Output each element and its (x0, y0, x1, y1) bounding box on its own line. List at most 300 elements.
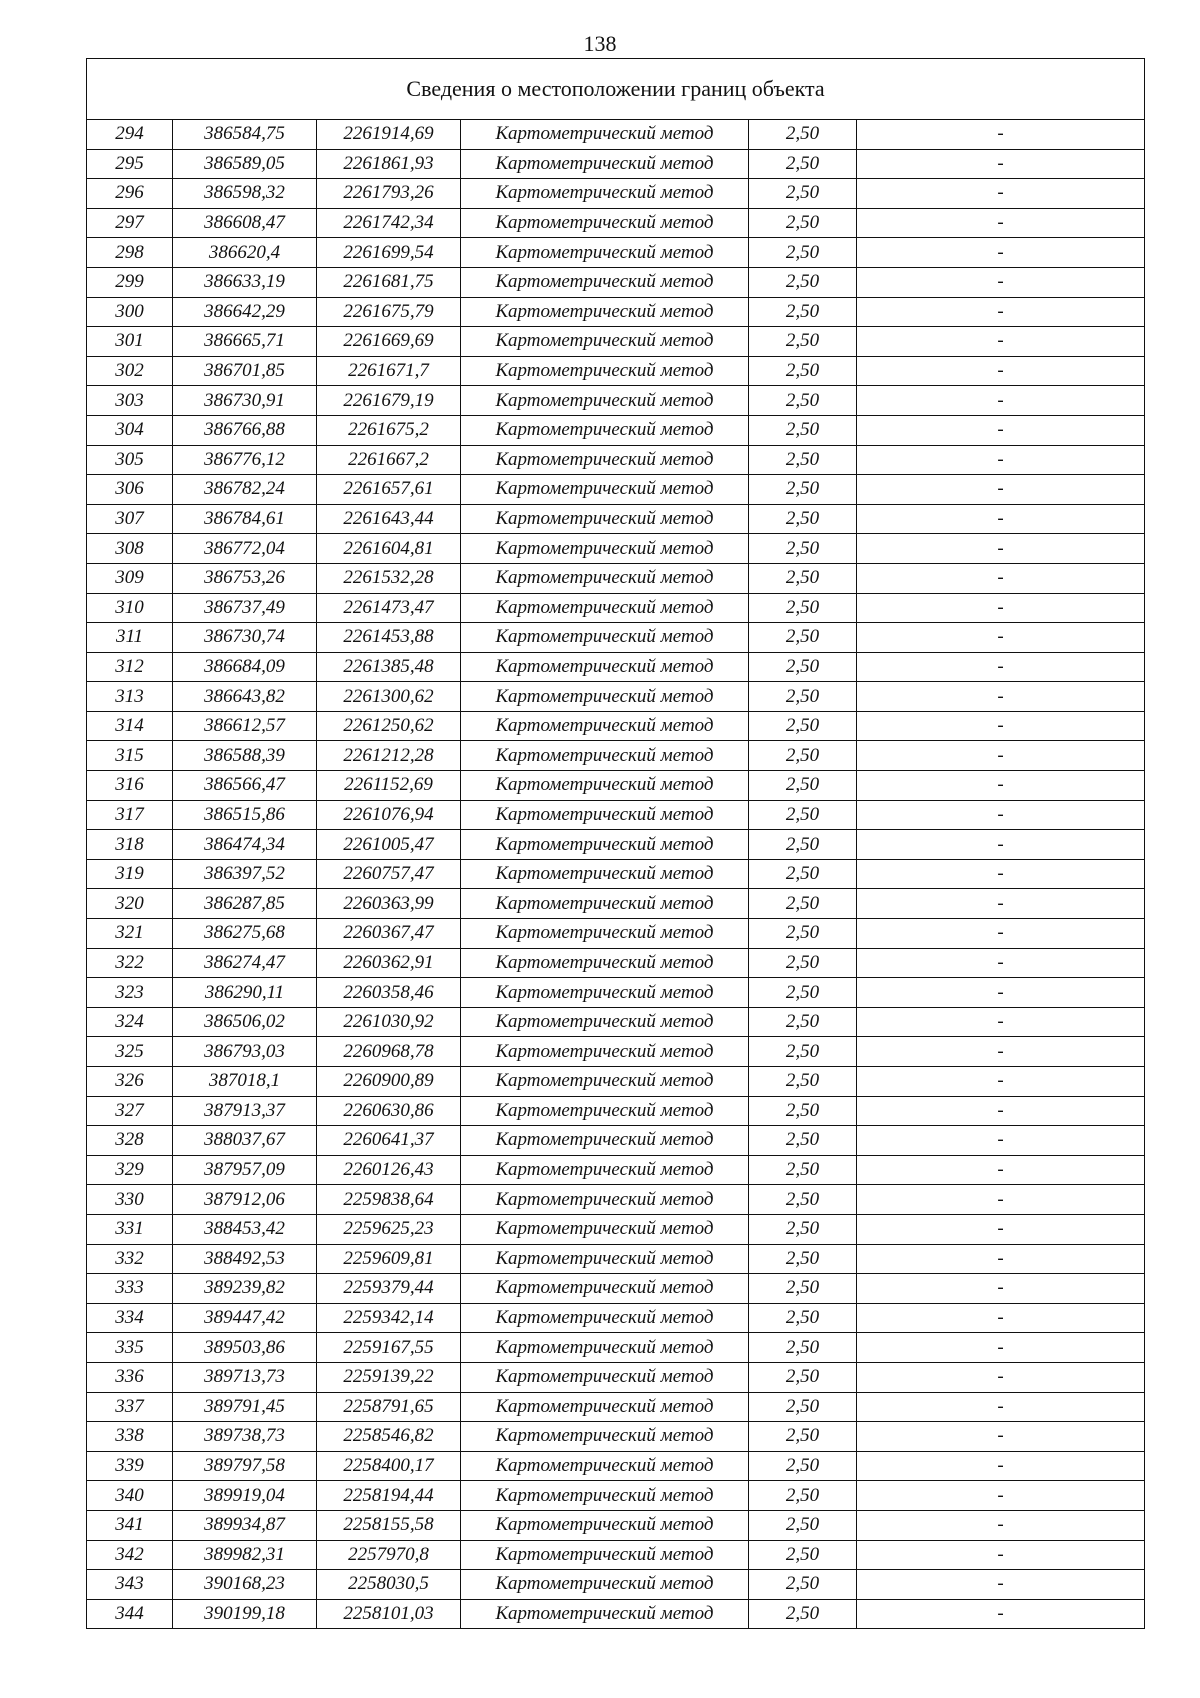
method-cell: Картометрический метод (461, 1244, 749, 1274)
table-row (87, 1333, 1145, 1363)
x-coordinate-cell: 386730,91 (173, 386, 317, 416)
y-coordinate-cell: 2260362,91 (317, 948, 461, 978)
accuracy-cell: 2,50 (749, 1155, 857, 1185)
method-cell: Картометрический метод (461, 1067, 749, 1097)
method-cell: Картометрический метод (461, 1451, 749, 1481)
method-cell: Картометрический метод (461, 1481, 749, 1511)
point-number-cell: 314 (87, 711, 173, 741)
description-cell: - (857, 830, 1145, 860)
y-coordinate-cell: 2257970,8 (317, 1540, 461, 1570)
method-cell: Картометрический метод (461, 711, 749, 741)
y-coordinate-cell: 2258400,17 (317, 1451, 461, 1481)
point-number-cell: 297 (87, 208, 173, 238)
method-cell: Картометрический метод (461, 1362, 749, 1392)
boundary-coordinates-table (86, 58, 1145, 1629)
method-cell: Картометрический метод (461, 1303, 749, 1333)
method-cell: Картометрический метод (461, 267, 749, 297)
point-number-cell: 308 (87, 534, 173, 564)
y-coordinate-cell: 2261742,34 (317, 208, 461, 238)
y-coordinate-cell: 2261675,79 (317, 297, 461, 327)
table-row (87, 1244, 1145, 1274)
x-coordinate-cell: 386642,29 (173, 297, 317, 327)
x-coordinate-cell: 386588,39 (173, 741, 317, 771)
table-row (87, 1037, 1145, 1067)
accuracy-cell: 2,50 (749, 149, 857, 179)
y-coordinate-cell: 2261671,7 (317, 356, 461, 386)
accuracy-cell: 2,50 (749, 1185, 857, 1215)
description-cell: - (857, 1570, 1145, 1600)
description-cell: - (857, 563, 1145, 593)
accuracy-cell: 2,50 (749, 1451, 857, 1481)
method-cell: Картометрический метод (461, 623, 749, 653)
description-cell: - (857, 1096, 1145, 1126)
table-row (87, 504, 1145, 534)
accuracy-cell: 2,50 (749, 1333, 857, 1363)
description-cell: - (857, 711, 1145, 741)
method-cell: Картометрический метод (461, 1274, 749, 1304)
x-coordinate-cell: 386776,12 (173, 445, 317, 475)
description-cell: - (857, 179, 1145, 209)
y-coordinate-cell: 2259609,81 (317, 1244, 461, 1274)
description-cell: - (857, 149, 1145, 179)
table-row (87, 120, 1145, 150)
accuracy-cell: 2,50 (749, 711, 857, 741)
x-coordinate-cell: 386598,32 (173, 179, 317, 209)
point-number-cell: 310 (87, 593, 173, 623)
y-coordinate-cell: 2261212,28 (317, 741, 461, 771)
description-cell: - (857, 504, 1145, 534)
x-coordinate-cell: 386701,85 (173, 356, 317, 386)
method-cell: Картометрический метод (461, 1037, 749, 1067)
accuracy-cell: 2,50 (749, 1007, 857, 1037)
x-coordinate-cell: 388492,53 (173, 1244, 317, 1274)
y-coordinate-cell: 2261005,47 (317, 830, 461, 860)
method-cell: Картометрический метод (461, 593, 749, 623)
method-cell: Картометрический метод (461, 415, 749, 445)
method-cell: Картометрический метод (461, 475, 749, 505)
y-coordinate-cell: 2259342,14 (317, 1303, 461, 1333)
y-coordinate-cell: 2261385,48 (317, 652, 461, 682)
table-row (87, 593, 1145, 623)
method-cell: Картометрический метод (461, 1155, 749, 1185)
description-cell: - (857, 623, 1145, 653)
description-cell: - (857, 1481, 1145, 1511)
point-number-cell: 341 (87, 1510, 173, 1540)
accuracy-cell: 2,50 (749, 238, 857, 268)
x-coordinate-cell: 386643,82 (173, 682, 317, 712)
y-coordinate-cell: 2258101,03 (317, 1599, 461, 1629)
y-coordinate-cell: 2261152,69 (317, 771, 461, 801)
x-coordinate-cell: 388453,42 (173, 1214, 317, 1244)
point-number-cell: 302 (87, 356, 173, 386)
method-cell: Картометрический метод (461, 889, 749, 919)
x-coordinate-cell: 386612,57 (173, 711, 317, 741)
x-coordinate-cell: 386782,24 (173, 475, 317, 505)
point-number-cell: 321 (87, 919, 173, 949)
table-row (87, 889, 1145, 919)
table-row (87, 415, 1145, 445)
accuracy-cell: 2,50 (749, 1570, 857, 1600)
accuracy-cell: 2,50 (749, 919, 857, 949)
table-row (87, 1126, 1145, 1156)
point-number-cell: 324 (87, 1007, 173, 1037)
table-row (87, 356, 1145, 386)
accuracy-cell: 2,50 (749, 978, 857, 1008)
description-cell: - (857, 120, 1145, 150)
description-cell: - (857, 919, 1145, 949)
y-coordinate-cell: 2261681,75 (317, 267, 461, 297)
point-number-cell: 294 (87, 120, 173, 150)
point-number-cell: 329 (87, 1155, 173, 1185)
accuracy-cell: 2,50 (749, 415, 857, 445)
point-number-cell: 328 (87, 1126, 173, 1156)
accuracy-cell: 2,50 (749, 1362, 857, 1392)
description-cell: - (857, 208, 1145, 238)
method-cell: Картометрический метод (461, 1510, 749, 1540)
point-number-cell: 335 (87, 1333, 173, 1363)
y-coordinate-cell: 2261675,2 (317, 415, 461, 445)
table-row (87, 386, 1145, 416)
description-cell: - (857, 1185, 1145, 1215)
description-cell: - (857, 1214, 1145, 1244)
method-cell: Картометрический метод (461, 1096, 749, 1126)
accuracy-cell: 2,50 (749, 1096, 857, 1126)
x-coordinate-cell: 386737,49 (173, 593, 317, 623)
method-cell: Картометрический метод (461, 1422, 749, 1452)
x-coordinate-cell: 390199,18 (173, 1599, 317, 1629)
method-cell: Картометрический метод (461, 179, 749, 209)
description-cell: - (857, 445, 1145, 475)
table-row (87, 859, 1145, 889)
description-cell: - (857, 386, 1145, 416)
x-coordinate-cell: 386784,61 (173, 504, 317, 534)
y-coordinate-cell: 2259379,44 (317, 1274, 461, 1304)
description-cell: - (857, 267, 1145, 297)
accuracy-cell: 2,50 (749, 1599, 857, 1629)
table-row (87, 1422, 1145, 1452)
method-cell: Картометрический метод (461, 149, 749, 179)
x-coordinate-cell: 386753,26 (173, 563, 317, 593)
method-cell: Картометрический метод (461, 386, 749, 416)
description-cell: - (857, 1392, 1145, 1422)
y-coordinate-cell: 2259167,55 (317, 1333, 461, 1363)
accuracy-cell: 2,50 (749, 386, 857, 416)
point-number-cell: 295 (87, 149, 173, 179)
accuracy-cell: 2,50 (749, 1540, 857, 1570)
description-cell: - (857, 1155, 1145, 1185)
point-number-cell: 320 (87, 889, 173, 919)
accuracy-cell: 2,50 (749, 623, 857, 653)
accuracy-cell: 2,50 (749, 179, 857, 209)
point-number-cell: 304 (87, 415, 173, 445)
point-number-cell: 306 (87, 475, 173, 505)
accuracy-cell: 2,50 (749, 741, 857, 771)
x-coordinate-cell: 388037,67 (173, 1126, 317, 1156)
method-cell: Картометрический метод (461, 652, 749, 682)
table-row (87, 652, 1145, 682)
table-row (87, 741, 1145, 771)
point-number-cell: 332 (87, 1244, 173, 1274)
description-cell: - (857, 1067, 1145, 1097)
y-coordinate-cell: 2261679,19 (317, 386, 461, 416)
y-coordinate-cell: 2258546,82 (317, 1422, 461, 1452)
point-number-cell: 309 (87, 563, 173, 593)
y-coordinate-cell: 2261030,92 (317, 1007, 461, 1037)
table-row (87, 1570, 1145, 1600)
accuracy-cell: 2,50 (749, 682, 857, 712)
description-cell: - (857, 1599, 1145, 1629)
method-cell: Картометрический метод (461, 120, 749, 150)
description-cell: - (857, 356, 1145, 386)
table-row (87, 1155, 1145, 1185)
y-coordinate-cell: 2260630,86 (317, 1096, 461, 1126)
point-number-cell: 325 (87, 1037, 173, 1067)
point-number-cell: 316 (87, 771, 173, 801)
x-coordinate-cell: 386608,47 (173, 208, 317, 238)
point-number-cell: 337 (87, 1392, 173, 1422)
method-cell: Картометрический метод (461, 682, 749, 712)
y-coordinate-cell: 2258194,44 (317, 1481, 461, 1511)
point-number-cell: 340 (87, 1481, 173, 1511)
point-number-cell: 331 (87, 1214, 173, 1244)
x-coordinate-cell: 389791,45 (173, 1392, 317, 1422)
table-row (87, 711, 1145, 741)
y-coordinate-cell: 2258030,5 (317, 1570, 461, 1600)
point-number-cell: 307 (87, 504, 173, 534)
table-row (87, 830, 1145, 860)
method-cell: Картометрический метод (461, 1540, 749, 1570)
y-coordinate-cell: 2261667,2 (317, 445, 461, 475)
table-row (87, 1392, 1145, 1422)
method-cell: Картометрический метод (461, 830, 749, 860)
point-number-cell: 311 (87, 623, 173, 653)
description-cell: - (857, 297, 1145, 327)
table-row (87, 948, 1145, 978)
description-cell: - (857, 1422, 1145, 1452)
y-coordinate-cell: 2261453,88 (317, 623, 461, 653)
table-row (87, 149, 1145, 179)
description-cell: - (857, 1007, 1145, 1037)
x-coordinate-cell: 389738,73 (173, 1422, 317, 1452)
accuracy-cell: 2,50 (749, 859, 857, 889)
accuracy-cell: 2,50 (749, 1392, 857, 1422)
method-cell: Картометрический метод (461, 1214, 749, 1244)
method-cell: Картометрический метод (461, 297, 749, 327)
description-cell: - (857, 1274, 1145, 1304)
description-cell: - (857, 1333, 1145, 1363)
description-cell: - (857, 652, 1145, 682)
page-number: 138 (583, 31, 617, 56)
point-number-cell: 298 (87, 238, 173, 268)
y-coordinate-cell: 2259139,22 (317, 1362, 461, 1392)
y-coordinate-cell: 2260900,89 (317, 1067, 461, 1097)
accuracy-cell: 2,50 (749, 563, 857, 593)
table-row (87, 267, 1145, 297)
method-cell: Картометрический метод (461, 208, 749, 238)
accuracy-cell: 2,50 (749, 297, 857, 327)
x-coordinate-cell: 386566,47 (173, 771, 317, 801)
y-coordinate-cell: 2260968,78 (317, 1037, 461, 1067)
method-cell: Картометрический метод (461, 771, 749, 801)
method-cell: Картометрический метод (461, 978, 749, 1008)
y-coordinate-cell: 2261914,69 (317, 120, 461, 150)
accuracy-cell: 2,50 (749, 800, 857, 830)
point-number-cell: 327 (87, 1096, 173, 1126)
point-number-cell: 322 (87, 948, 173, 978)
table-row (87, 327, 1145, 357)
point-number-cell: 342 (87, 1540, 173, 1570)
accuracy-cell: 2,50 (749, 1422, 857, 1452)
y-coordinate-cell: 2261076,94 (317, 800, 461, 830)
description-cell: - (857, 889, 1145, 919)
method-cell: Картометрический метод (461, 948, 749, 978)
point-number-cell: 333 (87, 1274, 173, 1304)
description-cell: - (857, 800, 1145, 830)
table-row (87, 238, 1145, 268)
method-cell: Картометрический метод (461, 800, 749, 830)
method-cell: Картометрический метод (461, 1392, 749, 1422)
x-coordinate-cell: 386274,47 (173, 948, 317, 978)
method-cell: Картометрический метод (461, 741, 749, 771)
point-number-cell: 339 (87, 1451, 173, 1481)
point-number-cell: 296 (87, 179, 173, 209)
x-coordinate-cell: 389934,87 (173, 1510, 317, 1540)
table-row (87, 1540, 1145, 1570)
table-row (87, 534, 1145, 564)
table-row (87, 563, 1145, 593)
description-cell: - (857, 238, 1145, 268)
method-cell: Картометрический метод (461, 859, 749, 889)
table-row (87, 1007, 1145, 1037)
description-cell: - (857, 415, 1145, 445)
accuracy-cell: 2,50 (749, 593, 857, 623)
description-cell: - (857, 948, 1145, 978)
x-coordinate-cell: 389447,42 (173, 1303, 317, 1333)
accuracy-cell: 2,50 (749, 534, 857, 564)
x-coordinate-cell: 389503,86 (173, 1333, 317, 1363)
table-row (87, 1274, 1145, 1304)
description-cell: - (857, 534, 1145, 564)
accuracy-cell: 2,50 (749, 267, 857, 297)
accuracy-cell: 2,50 (749, 889, 857, 919)
description-cell: - (857, 1126, 1145, 1156)
table-row (87, 179, 1145, 209)
x-coordinate-cell: 386665,71 (173, 327, 317, 357)
accuracy-cell: 2,50 (749, 1481, 857, 1511)
point-number-cell: 312 (87, 652, 173, 682)
accuracy-cell: 2,50 (749, 1303, 857, 1333)
y-coordinate-cell: 2259625,23 (317, 1214, 461, 1244)
point-number-cell: 343 (87, 1570, 173, 1600)
x-coordinate-cell: 387957,09 (173, 1155, 317, 1185)
y-coordinate-cell: 2261793,26 (317, 179, 461, 209)
table-body (87, 59, 1145, 1629)
accuracy-cell: 2,50 (749, 1214, 857, 1244)
point-number-cell: 301 (87, 327, 173, 357)
accuracy-cell: 2,50 (749, 652, 857, 682)
x-coordinate-cell: 386584,75 (173, 120, 317, 150)
y-coordinate-cell: 2260363,99 (317, 889, 461, 919)
y-coordinate-cell: 2261473,47 (317, 593, 461, 623)
y-coordinate-cell: 2258155,58 (317, 1510, 461, 1540)
accuracy-cell: 2,50 (749, 208, 857, 238)
y-coordinate-cell: 2261861,93 (317, 149, 461, 179)
description-cell: - (857, 1037, 1145, 1067)
accuracy-cell: 2,50 (749, 948, 857, 978)
x-coordinate-cell: 386730,74 (173, 623, 317, 653)
x-coordinate-cell: 386397,52 (173, 859, 317, 889)
accuracy-cell: 2,50 (749, 1126, 857, 1156)
point-number-cell: 317 (87, 800, 173, 830)
y-coordinate-cell: 2261604,81 (317, 534, 461, 564)
x-coordinate-cell: 386474,34 (173, 830, 317, 860)
y-coordinate-cell: 2261300,62 (317, 682, 461, 712)
x-coordinate-cell: 387912,06 (173, 1185, 317, 1215)
description-cell: - (857, 682, 1145, 712)
y-coordinate-cell: 2260641,37 (317, 1126, 461, 1156)
x-coordinate-cell: 386684,09 (173, 652, 317, 682)
description-cell: - (857, 978, 1145, 1008)
table-row (87, 1481, 1145, 1511)
description-cell: - (857, 475, 1145, 505)
y-coordinate-cell: 2261643,44 (317, 504, 461, 534)
y-coordinate-cell: 2260126,43 (317, 1155, 461, 1185)
method-cell: Картометрический метод (461, 327, 749, 357)
x-coordinate-cell: 389919,04 (173, 1481, 317, 1511)
y-coordinate-cell: 2260358,46 (317, 978, 461, 1008)
y-coordinate-cell: 2258791,65 (317, 1392, 461, 1422)
x-coordinate-cell: 386620,4 (173, 238, 317, 268)
point-number-cell: 323 (87, 978, 173, 1008)
x-coordinate-cell: 389239,82 (173, 1274, 317, 1304)
method-cell: Картометрический метод (461, 445, 749, 475)
table-row (87, 1185, 1145, 1215)
point-number-cell: 326 (87, 1067, 173, 1097)
point-number-cell: 334 (87, 1303, 173, 1333)
description-cell: - (857, 1510, 1145, 1540)
x-coordinate-cell: 386287,85 (173, 889, 317, 919)
method-cell: Картометрический метод (461, 1599, 749, 1629)
table-row (87, 800, 1145, 830)
point-number-cell: 300 (87, 297, 173, 327)
method-cell: Картометрический метод (461, 534, 749, 564)
description-cell: - (857, 1303, 1145, 1333)
description-cell: - (857, 327, 1145, 357)
method-cell: Картометрический метод (461, 919, 749, 949)
table-row (87, 623, 1145, 653)
point-number-cell: 336 (87, 1362, 173, 1392)
point-number-cell: 313 (87, 682, 173, 712)
table-row (87, 1510, 1145, 1540)
accuracy-cell: 2,50 (749, 1510, 857, 1540)
method-cell: Картометрический метод (461, 1570, 749, 1600)
method-cell: Картометрический метод (461, 504, 749, 534)
table-title-row (87, 59, 1145, 120)
table-row (87, 1214, 1145, 1244)
accuracy-cell: 2,50 (749, 1037, 857, 1067)
accuracy-cell: 2,50 (749, 830, 857, 860)
y-coordinate-cell: 2259838,64 (317, 1185, 461, 1215)
accuracy-cell: 2,50 (749, 356, 857, 386)
y-coordinate-cell: 2261250,62 (317, 711, 461, 741)
table-row (87, 1096, 1145, 1126)
x-coordinate-cell: 389982,31 (173, 1540, 317, 1570)
x-coordinate-cell: 387913,37 (173, 1096, 317, 1126)
accuracy-cell: 2,50 (749, 1274, 857, 1304)
table-row (87, 1303, 1145, 1333)
description-cell: - (857, 859, 1145, 889)
x-coordinate-cell: 386589,05 (173, 149, 317, 179)
